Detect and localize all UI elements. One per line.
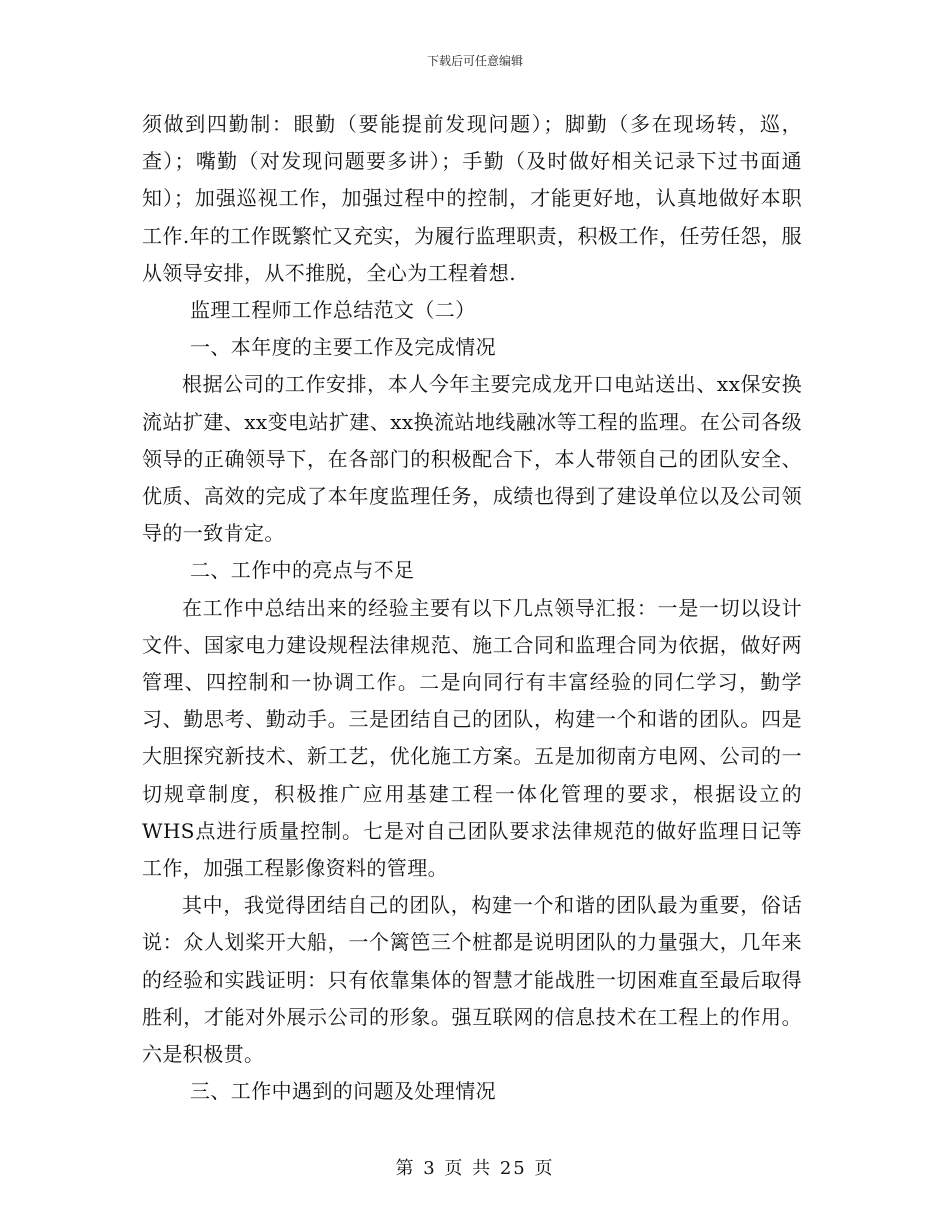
section-heading-2: 二、工作中的亮点与不足 — [190, 558, 415, 583]
section-heading-3: 三、工作中遇到的问题及处理情况 — [190, 1079, 496, 1104]
paragraph-continuation: 须做到四勤制：眼勤（要能提前发现问题）；脚勤（多在现场转，巡，查）；嘴勤（对发现问题要多讲）；手勤（及时做好相关记录下过书面通知）；加强巡视工作，加强过程中的控制，才能更好地，认真地做好本职工作.年的工作既繁忙又充实，为履行监理职责，积极工作，任劳任怨，服从领导安排，从不推脱，全心为工程着想. — [142, 112, 802, 285]
document-body — [142, 106, 802, 1110]
paragraph-main-work: 根据公司的工作安排，本人今年主要完成龙开口电站送出、xx保安换流站扩建、xx变电站扩建、xx换流站地线融冰等工程的监理。在公司各级领导的正确领导下，在各部门的积极配合下，本人带领自己的团队安全、优质、高效的完成了本年度监理任务，成绩也得到了建设单位以及公司领导的一致肯定。 — [142, 372, 802, 546]
page-number: 第 3 页 共 25 页 — [395, 1158, 555, 1179]
section-heading-1: 一、本年度的主要工作及完成情况 — [190, 335, 496, 360]
paragraph-teamwork: 其中，我觉得团结自己的团队，构建一个和谐的团队最为重要，俗话说：众人划桨开大船，一个篱笆三个桩都是说明团队的力量强大，几年来的经验和实践证明：只有依靠集体的智慧才能战胜一切困难直至最后取得胜利，才能对外展示公司的形象。强互联网的信息技术在工程上的作用。六是积极贯。 — [142, 893, 802, 1067]
document-subtitle: 监理工程师工作总结范文（二） — [190, 298, 476, 323]
paragraph-experience: 在工作中总结出来的经验主要有以下几点领导汇报：一是一切以设计文件、国家电力建设规程法律规范、施工合同和监理合同为依据，做好两管理、四控制和一协调工作。二是向同行有丰富经验的同仁学习，勤学习、勤思考、勤动手。三是团结自己的团队，构建一个和谐的团队。四是大胆探究新技术、新工艺，优化施工方案。五是加彻南方电网、公司的一切规章制度，积极推广应用基建工程一体化管理的要求，根据设立的WHS点进行质量控制。七是对自己团队要求法律规范的做好监理日记等工作，加强工程影像资料的管理。 — [142, 595, 802, 881]
header-note: 下载后可任意编辑 — [426, 54, 523, 68]
